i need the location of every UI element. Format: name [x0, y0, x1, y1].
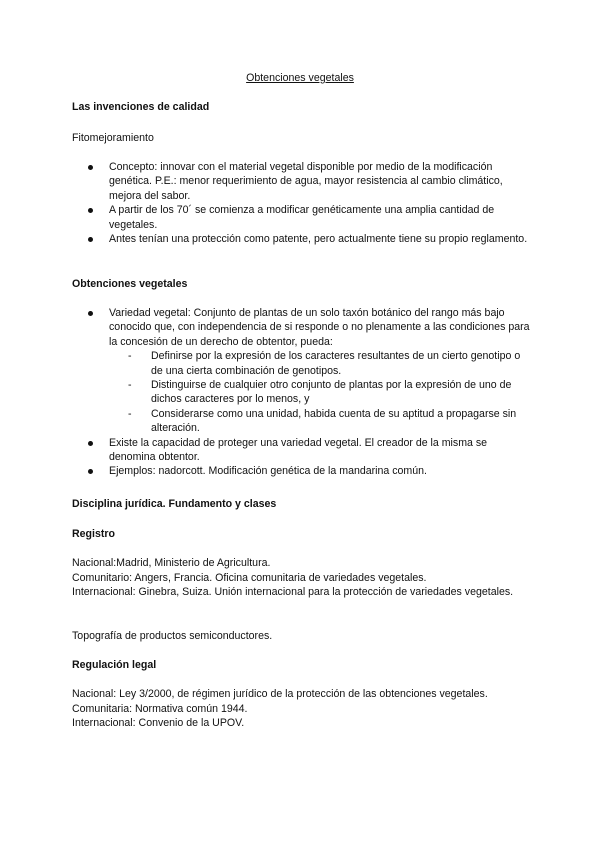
sub-item-text: Definirse por la expresión de los caracteres resultantes de un cierto genotipo o de una cierta combinación de genotipos.: [151, 350, 521, 377]
sub-list-item: [94, 349, 532, 378]
intro-fitomejoramiento: Fitomejoramiento: [72, 132, 154, 144]
bullet-text: Ejemplos: nadorcott. Modificación genética de la mandarina común.: [109, 465, 427, 478]
registro-line: Internacional: Ginebra, Suiza. Unión internacional para la protección de variedades vegetales.: [72, 586, 514, 598]
heading-regulacion-legal: Regulación legal: [72, 659, 157, 671]
heading-registro: Registro: [72, 528, 115, 540]
dash-marker: -: [128, 379, 132, 392]
topografia-line: Topografía de productos semiconductores.: [72, 630, 273, 642]
registro-line: Nacional:Madrid, Ministerio de Agricultura.: [72, 557, 271, 569]
dash-marker: -: [128, 350, 132, 363]
bullet-text: Existe la capacidad de proteger una variedad vegetal. El creador de la misma se denomina obtentor.: [109, 436, 488, 464]
bullet-text: Variedad vegetal: Conjunto de plantas de un solo taxón botánico del rango más bajo conocido que, con independencia de si responde o no plenamente a las condiciones para la concesión de un derecho de obtentor, pueda:: [109, 307, 530, 348]
sub-item-text: Distinguirse de cualquier otro conjunto de plantas por la expresión de uno de dichos caracteres por lo menos, y: [151, 379, 512, 406]
list-item: [72, 160, 532, 203]
registro-line: Comunitario: Angers, Francia. Oficina comunitaria de variedades vegetales.: [72, 572, 427, 584]
list-item: [72, 203, 532, 232]
page-title: Obtenciones vegetales: [246, 72, 354, 84]
bullet-text: Concepto: innovar con el material vegetal disponible por medio de la modificación genética. P.E.: menor requerimiento de agua, mayor resistencia al cambio climático, mejora del sabor.: [109, 161, 503, 202]
list-item: [72, 232, 532, 246]
list-item: [72, 306, 532, 436]
dash-marker: -: [128, 407, 132, 420]
regulacion-line: Comunitaria: Normativa común 1944.: [72, 703, 248, 715]
bullet-list-invenciones: [72, 160, 532, 246]
regulacion-line: Internacional: Convenio de la UPOV.: [72, 717, 245, 729]
bullet-list-obtenciones: [72, 306, 532, 479]
heading-obtenciones-vegetales: Obtenciones vegetales: [72, 278, 188, 290]
bullet-text: A partir de los 70´ se comienza a modificar genéticamente una amplia cantidad de vegetales.: [109, 204, 495, 231]
heading-invenciones-calidad: Las invenciones de calidad: [72, 101, 210, 113]
sub-list-item: [94, 378, 532, 407]
bullet-text: Antes tenían una protección como patente, pero actualmente tiene su propio reglamento.: [109, 233, 528, 246]
sub-list-conditions: [94, 349, 532, 435]
sub-list-item: [94, 407, 532, 436]
list-item: [72, 436, 532, 465]
list-item: [72, 464, 532, 478]
regulacion-line: Nacional: Ley 3/2000, de régimen jurídico de la protección de las obtenciones vegetales.: [72, 688, 488, 700]
sub-item-text: Considerarse como una unidad, habida cuenta de su aptitud a propagarse sin alteración.: [151, 407, 517, 435]
heading-disciplina-juridica: Disciplina jurídica. Fundamento y clases: [72, 498, 277, 510]
